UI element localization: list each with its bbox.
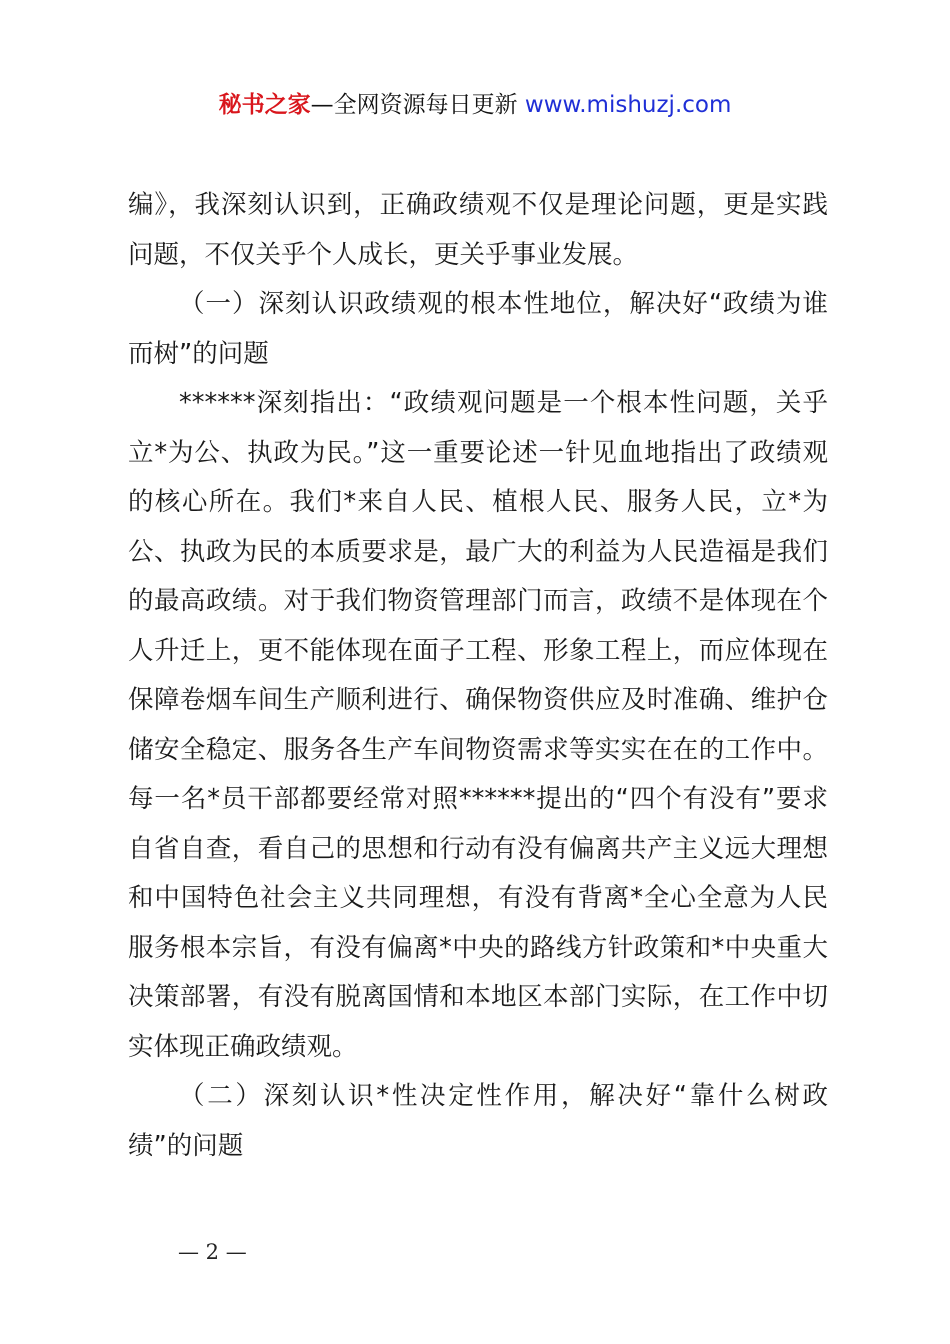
paragraph-main: ******深刻指出：“政绩观问题是一个根本性问题，关乎立*为公、执政为民。”这一重要论述一针见血地指出了政绩观的核心所在。我们*来自人民、植根人民、服务人民，立*为公、执政为民的本质要求是，最广大的利益为人民造福是我们的最高政绩。对于我们物资管理部门而言，政绩不是体现在个人升迁上，更不能体现在面子工程、形象工程上，而应体现在保障卷烟车间生产顺利进行、确保物资供应及时准确、维护仓储安全稳定、服务各生产车间物资需求等实实在在的工作中。每一名*员干部都要经常对照******提出的“四个有没有”要求自省自查，看自己的思想和行动有没有偏离共产主义远大理想和中国特色社会主义共同理想，有没有背离*全心全意为人民服务根本宗旨，有没有偏离*中央的路线方针政策和*中央重大决策部署，有没有脱离国情和本地区本部门实际，在工作中切实体现正确政绩观。 — [128, 388, 828, 1062]
brand-name: 秘书之家 — [218, 92, 311, 118]
section-heading-2: （二）深刻认识*性决定性作用，解决好“靠什么树政绩”的问题 — [128, 1081, 828, 1161]
section-heading-1: （一）深刻认识政绩观的根本性地位，解决好“政绩为谁而树”的问题 — [128, 289, 828, 369]
header-tagline: —全网资源每日更新 — [310, 92, 518, 118]
site-header — [0, 88, 950, 122]
page-number: — 2 — — [178, 1240, 247, 1264]
website-link[interactable]: www.mishuzj.com — [524, 92, 732, 118]
paragraph-continuation: 编》，我深刻认识到，正确政绩观不仅是理论问题，更是实践问题，不仅关乎个人成长，更关乎事业发展。 — [128, 190, 828, 270]
document-body — [128, 181, 828, 1171]
